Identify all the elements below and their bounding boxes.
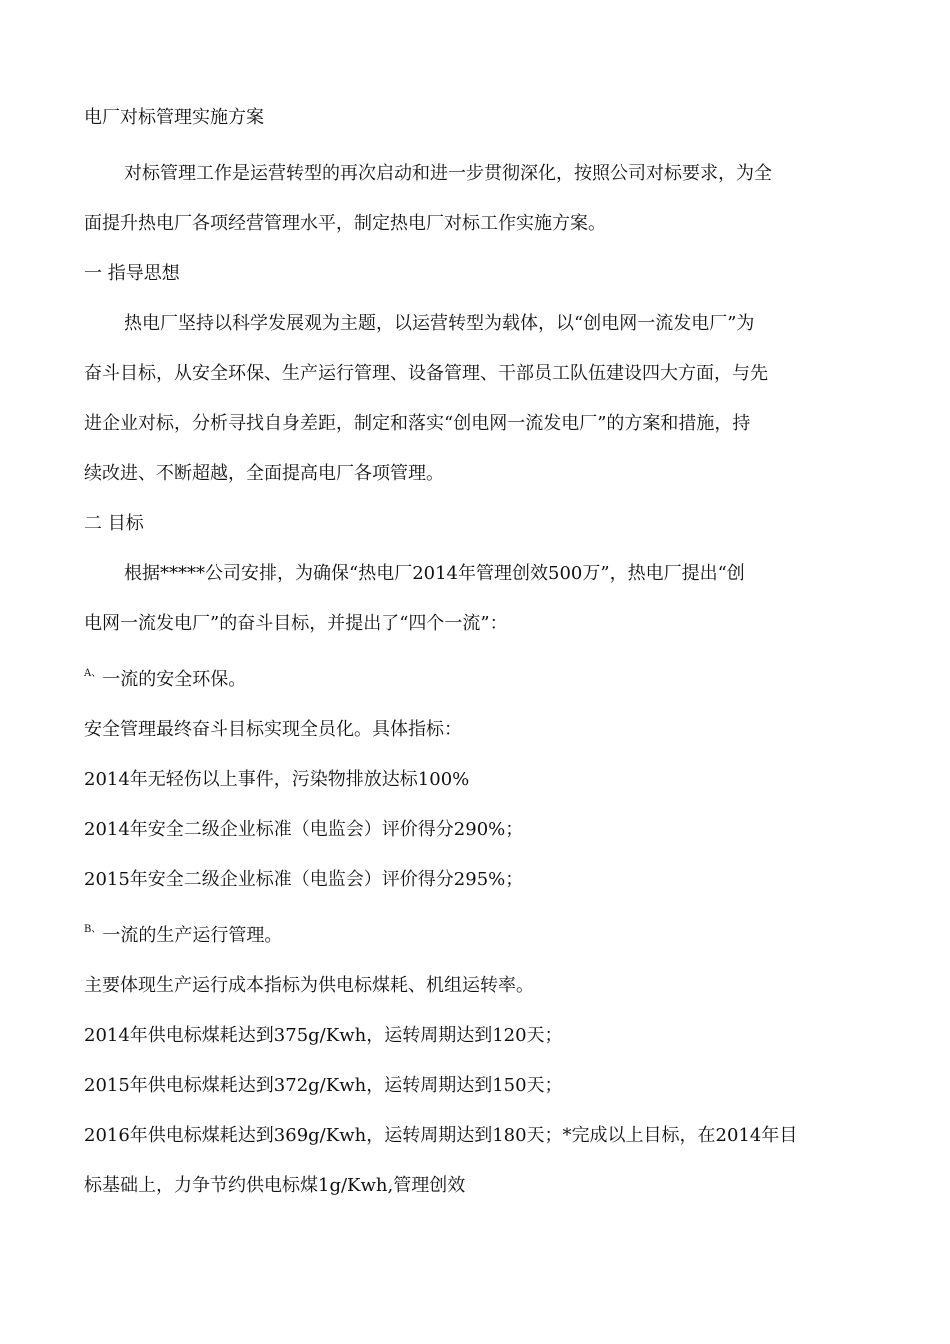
- intro-paragraph: [84, 160, 854, 238]
- section-1-paragraph: [84, 310, 854, 488]
- section-1-heading: 一 指导思想: [84, 263, 180, 284]
- item-b-line-2: 2014年供电标煤耗达到375g/Kwh，运转周期达到120天；: [84, 1025, 563, 1046]
- document-page: [84, 104, 854, 1200]
- item-a-list: [84, 716, 854, 894]
- item-b-list: [84, 972, 854, 1200]
- item-a-line-4: 2015年安全二级企业标准（电监会）评价得分295%；: [84, 869, 524, 890]
- document-title: 电厂对标管理实施方案: [84, 107, 264, 128]
- item-b-line-3: 2015年供电标煤耗达到372g/Kwh，运转周期达到150天；: [84, 1075, 563, 1096]
- section-1-line-2: 奋斗目标，从安全环保、生产运行管理、设备管理、干部员工队伍建设四大方面，与先: [84, 363, 768, 384]
- section-2-paragraph: [84, 560, 854, 638]
- section-2-heading: 二 目标: [84, 513, 144, 534]
- section-1-line-1: 热电厂坚持以科学发展观为主题，以运营转型为载体，以“创电网一流发电厂”为: [124, 313, 755, 334]
- item-a-line-1: 安全管理最终奋斗目标实现全员化。具体指标：: [84, 719, 462, 740]
- item-b-marker: B、: [84, 924, 102, 935]
- item-a-heading: [84, 660, 854, 694]
- section-1-line-4: 续改进、不断超越，全面提高电厂各项管理。: [84, 463, 444, 484]
- item-a-line-3: 2014年安全二级企业标准（电监会）评价得分290%；: [84, 819, 524, 840]
- intro-line-2: 面提升热电厂各项经营管理水平，制定热电厂对标工作实施方案。: [84, 213, 606, 234]
- intro-line-1: 对标管理工作是运营转型的再次启动和进一步贯彻深化，按照公司对标要求，为全: [124, 163, 772, 184]
- item-a-line-2: 2014年无轻伤以上事件，污染物排放达标100%: [84, 769, 470, 790]
- item-b-heading: [84, 916, 854, 950]
- section-1-line-3: 进企业对标，分析寻找自身差距，制定和落实“创电网一流发电厂”的方案和措施，持: [84, 413, 751, 434]
- section-2-line-2: 电网一流发电厂”的奋斗目标，并提出了“四个一流”：: [84, 613, 508, 634]
- item-b-text: 一流的生产运行管理。: [102, 925, 283, 946]
- item-b-line-1: 主要体现生产运行成本指标为供电标煤耗、机组运转率。: [84, 975, 534, 996]
- item-b-line-5: 标基础上，力争节约供电标煤1g/Kwh,管理创效: [84, 1175, 466, 1196]
- section-2-line-1: 根据*****公司安排，为确保“热电厂2014年管理创效500万”，热电厂提出“创: [124, 563, 745, 584]
- item-b-line-4: 2016年供电标煤耗达到369g/Kwh，运转周期达到180天；*完成以上目标，在2014年目: [84, 1125, 798, 1146]
- item-a-marker: A、: [84, 668, 102, 679]
- item-a-text: 一流的安全环保。: [102, 669, 247, 690]
